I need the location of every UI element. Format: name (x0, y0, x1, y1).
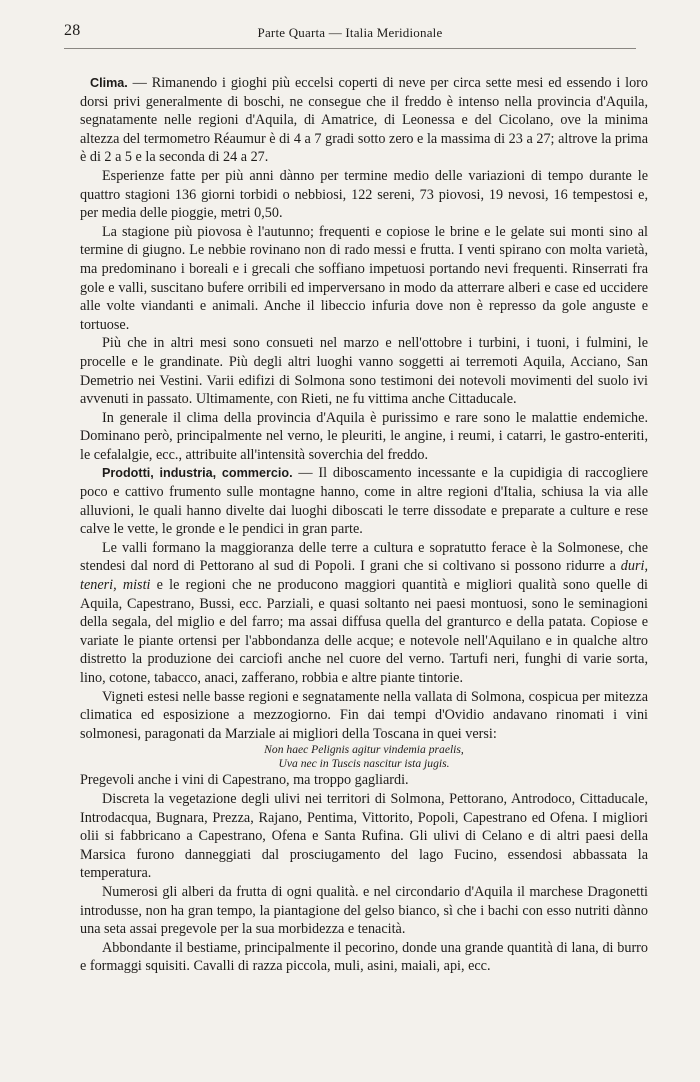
paragraph-text: Le valli formano la maggioranza delle terre a cultura e sopratutto ferace è la Solmonese, che stendesi dal nord di Pettorano al sud di Popoli. I grani che si coltivano si possono ridurre a (80, 539, 648, 575)
quote-line: Uva nec in Tuscis nascitur ista jugis. (278, 757, 450, 771)
running-head: Parte Quarta — Italia Meridionale (257, 25, 443, 40)
paragraph (80, 74, 648, 167)
paragraph-text: e le regioni che ne producono maggiori quantità e migliori qualità sono quelle di Aquila, Capestrano, Bussi, ecc. Parziali, e quasi soltanto nei paesi montuosi, sono le seminagioni della segala, del miglio e del farro; ma assai diffusa quella del granturco e della patata. Copiose e variate le piante ortensi per l'abbondanza delle acque; e notevole nell'Aquilano e in qualche altro distretto la produzione dei carciofi anche nel cuore del verno. Tartufi neri, funghi di varie sorta, lino, cotone, tabacco, anaci, zafferano, robbia e altre piante tintorie. (80, 577, 648, 686)
paragraph: Numerosi gli alberi da frutta di ogni qualità. e nel circondario d'Aquila il marchese Dragonetti introdusse, non ha gran tempo, la piantagione del gelso bianco, sì che i bachi con esso nutriti dànno una seta assai pregevole per la sua morbidezza e tenacità. (80, 883, 648, 938)
latin-quotation (80, 743, 648, 771)
paragraph-text: — Il diboscamento incessante e la cupidigia di raccogliere poco e cattivo frumento sulle montagne hanno, come in altre regioni d'Italia, schiusa la via alle alluvioni, le quali hanno divelte dai luoghi diboscati le terre dissodate e preparate a culture e rese calve le vette, le gronde e le pendici in gran parte. (80, 465, 648, 538)
paragraph (80, 539, 648, 688)
header-rule (64, 48, 636, 49)
paragraph: In generale il clima della provincia d'Aquila è purissimo e rare sono le malattie endemiche. Dominano però, principalmente nel verno, le pleuriti, le angine, i reumi, i catarri, le gastro-enteriti, le cefalalgie, ecc., attribuite all'intensità soverchia del freddo. (80, 409, 648, 463)
paragraph: Esperienze fatte per più anni dànno per termine medio delle variazioni di tempo durante le quattro stagioni 136 giorni torbidi o nebbiosi, 122 sereni, 73 piovosi, 19 nevosi, 16 tempestosi e, per media delle pioggie, metri 0,50. (80, 167, 648, 222)
paragraph: Più che in altri mesi sono consueti nel marzo e nell'ottobre i turbini, i tuoni, i fulmini, le procelle e le grandinate. Più degli altri luoghi vanno soggetti ai terremoti Aquila, Acciano, San Demetrio nei Vestini. Varii edifizi di Solmona sono testimoni dei notevoli movimenti del suolo ivi avvenuti in passato. Ultimamente, con Rieti, ne fu vittima anche Cittaducale. (80, 335, 648, 408)
paragraph-text: — Rimanendo i gioghi più eccelsi coperti di neve per circa sette mesi ed essendo i loro dorsi privi generalmente di boschi, ne consegue che il freddo è intenso nella provincia d'Aquila, segnatamente nelle regioni d'Aquila, di Amatrice, di Leonessa e del Cicolano, ove la minima altezza del termometro Réaumur è di 4 a 7 gradi sotto zero e la massima di 23 a 27; altrove la prima è di 2 a 5 e la seconda di 24 a 27. (80, 75, 648, 166)
quote-line: Non haec Pelignis agitur vindemia praelis, (264, 743, 464, 757)
paragraph (80, 464, 648, 538)
paragraph: La stagione più piovosa è l'autunno; frequenti e copiose le brine e le gelate sui monti sino al termine di giugno. Le nebbie rovinano non di rado messi e frutta. I venti spirano con molta varietà, ma predominano i boreali e i grecali che soffiano impetuosi portando nevi frequenti. Rinserrati fra gole e valli, suscitano bufere orribili ed imperversano in modo da atterrare alberi e case ed uccidere alle volte viandanti e animali. Anche il libeccio infuria dove non è represso da gole anguste e tortuose. (80, 223, 648, 333)
paragraph: Vigneti estesi nelle basse regioni e segnatamente nella vallata di Solmona, cospicua per mitezza climatica ed esposizione a mezzogiorno. Fin dai tempi d'Ovidio andavano rinomati i vini solmonesi, paragonati da Marziale ai migliori della Toscana in quei versi: (80, 688, 648, 742)
italic-term: duri, teneri, misti (80, 558, 648, 594)
paragraph: Abbondante il bestiame, principalmente il pecorino, donde una grande quantità di lana, di burro e formaggi squisiti. Cavalli di razza piccola, muli, asini, maiali, api, ecc. (80, 939, 648, 975)
section-heading-clima: Clima. (90, 76, 128, 90)
page-body (80, 74, 648, 976)
paragraph: Discreta la vegetazione degli ulivi nei territori di Solmona, Pettorano, Antrodoco, Cittaducale, Introdacqua, Bugnara, Prezza, Rajano, Pentima, Vittorito, Popoli, Capestrano ed Ofena. I migliori olii si fabbricano a Capestrano, Ofena e Santa Rufina. Gli ulivi di Celano e di altri paesi della Marsica furono danneggiati dal prosciugamento del lago Fucino, essendosi abbassata la temperatura. (80, 790, 648, 882)
page-header (64, 22, 636, 44)
page-number: 28 (64, 22, 81, 39)
paragraph: Pregevoli anche i vini di Capestrano, ma troppo gagliardi. (80, 772, 409, 789)
section-heading-prodotti: Prodotti, industria, commercio. (102, 466, 293, 481)
